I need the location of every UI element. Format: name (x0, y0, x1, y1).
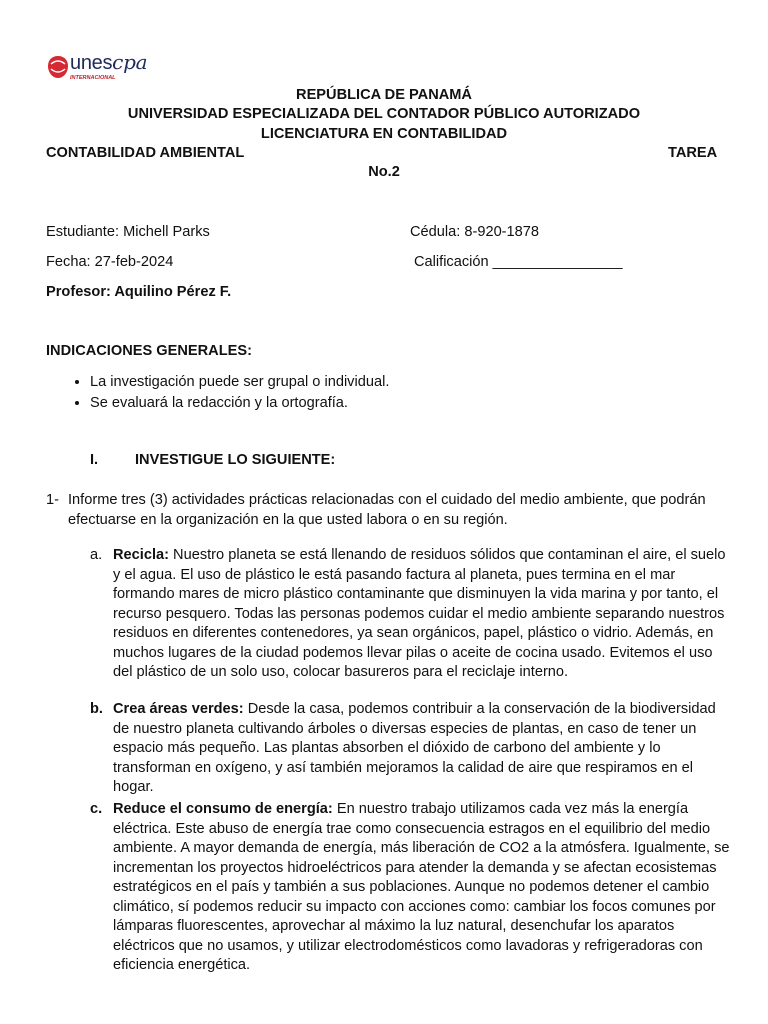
date-field: Fecha: 27-feb-2024 (46, 254, 174, 270)
section-title: INVESTIGUE LO SIGUIENTE: (135, 452, 336, 468)
general-instructions-list (46, 372, 720, 414)
item-text: Desde la casa, podemos contribuir a la conservación de la biodiversidad de nuestro planeta cultivando árboles o diversas especies de plantas, en caso de tener un espacio más pequeño. Las plantas absorben el dióxido de carbono del ambiente y lo transforman en oxígeno, y así también mejoramos la calidad de aire que respiramos en el hogar. (113, 701, 716, 795)
question-1 (46, 490, 722, 530)
item-title: Crea áreas verdes: (113, 701, 244, 717)
professor-name: Profesor: Aquilino Pérez F. (46, 284, 232, 300)
student-id: Cédula: 8-920-1878 (410, 224, 540, 240)
item-text: En nuestro trabajo utilizamos cada vez más la energía eléctrica. Este abuso de energía trae como consecuencia estragos en el equilibrio del medio ambiente. A mayor demanda de energía, más liberación de CO2 a la atmósfera. Igualmente, se incrementan los proyectos hidroeléctricos para atender la demanda y se afectan ecosistemas estratégicos en el país y también a sus poblaciones. Aunque no podemos detener el cambio climático, sí podemos reducir su impacto con acciones como: cambiar los focos comunes por lámparas fluorescentes, aprovechar al máximo la luz natural, desenchufar los aparatos eléctricos que no usamos, y utilizar electrodomésticos como lavadoras y refrigeradoras con eficiencia energética. (113, 801, 730, 973)
item-title: Reduce el consumo de energía: (113, 801, 333, 817)
question-number: 1- (46, 492, 59, 508)
item-marker: c. (90, 801, 103, 817)
logo-wordmark: unescpa (70, 50, 148, 74)
item-marker: b. (90, 701, 103, 717)
list-item-energy (90, 800, 730, 976)
header-country: REPÚBLICA DE PANAMÁ (296, 87, 472, 103)
question-text: Informe tres (3) actividades prácticas relacionadas con el cuidado del medio ambiente, que podrán efectuarse en la organización en la que usted labora o en su región. (68, 492, 706, 528)
list-item: • Se evaluará la redacción y la ortografía. (90, 393, 720, 414)
course-title: CONTABILIDAD AMBIENTAL (46, 145, 245, 161)
assignment-number: No.2 (368, 164, 400, 180)
student-name: Estudiante: Michell Parks (46, 224, 210, 240)
logo-emblem-icon (46, 54, 70, 80)
list-item-green-areas (90, 700, 730, 798)
university-logo (46, 52, 166, 86)
item-text: Nuestro planeta se está llenando de residuos sólidos que contaminan el aire, el suelo y el agua. El uso de plástico le está pasando factura al planeta, pues termina en el mar formando mares de micro plástico contaminante que disminuyen la vida marina y por tanto, el recurso pesquero. Todas las personas podemos cuidar el medio ambiente separando nuestros residuos en diferentes contenedores, ya sean orgánicos, papel, plástico o vidrio. Además, en muchos lugares de la ciudad podemos llevar pilas o aceite de cocina usado. Evitemos el uso del plástico de un solo uso, colocar basureros para el reciclaje interno. (113, 547, 726, 680)
list-item-recycle (90, 546, 730, 683)
grade-field: Calificación ________________ (414, 254, 623, 270)
general-instructions-heading: INDICACIONES GENERALES: (46, 343, 252, 359)
header-degree: LICENCIATURA EN CONTABILIDAD (260, 126, 508, 142)
list-item: • La investigación puede ser grupal o individual. (90, 372, 720, 393)
section-number: I. (90, 452, 99, 468)
assignment-label: TAREA (668, 145, 718, 161)
header-university: UNIVERSIDAD ESPECIALIZADA DEL CONTADOR PÚBLICO AUTORIZADO (127, 106, 641, 122)
item-marker: a. (90, 547, 103, 563)
logo-subtitle: INTERNACIONAL (70, 75, 116, 81)
item-title: Recicla: (113, 547, 169, 563)
